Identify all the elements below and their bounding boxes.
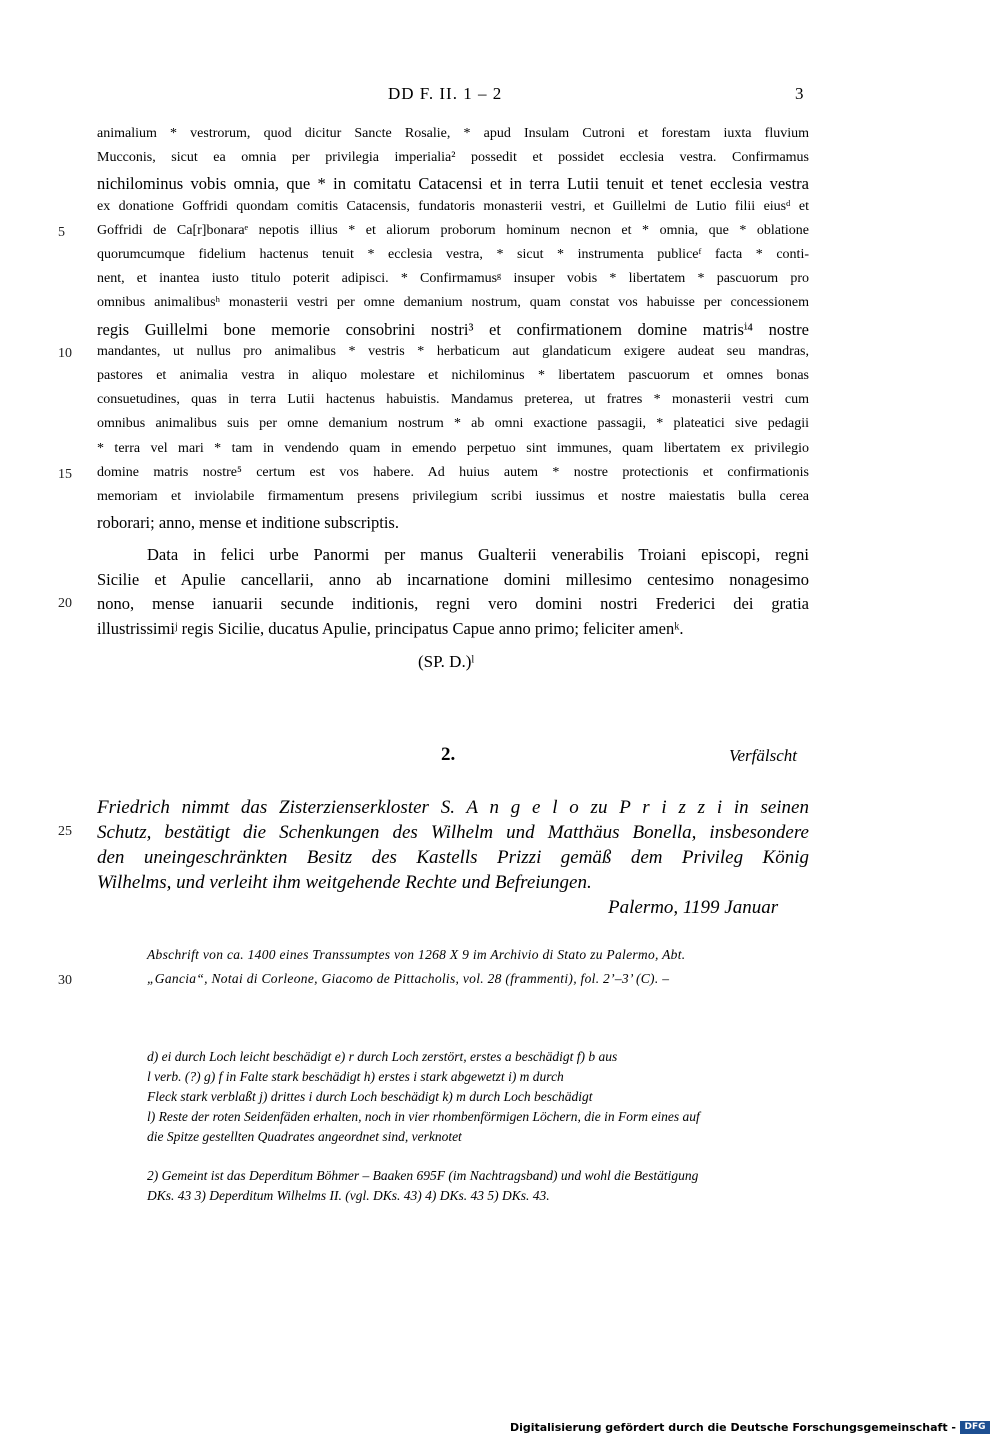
apparatus-note: l verb. (?) g) f in Falte stark beschädigt h) erstes i stark abgewetzt i) m durch — [147, 1069, 564, 1084]
text-line: Goffridi de Ca[r]bonaraᵉ nepotis illius * et aliorum proborum hominum necnon et * omnia, que * oblatione — [97, 222, 809, 238]
running-title: DD F. II. 1 – 2 — [388, 84, 503, 103]
funding-credit: Digitalisierung gefördert durch die Deutsche Forschungsgemeinschaft - — [509, 1421, 956, 1434]
text-line: nichilominus vobis omnia, que * in comitatu Catacensi et in terra Lutii tenuit et tenet ecclesia vestra — [97, 174, 809, 194]
document-status: Verfälscht — [729, 746, 797, 765]
text-line: illustrissimiʲ regis Sicilie, ducatus Apulie, principatus Capue anno primo; feliciter amenᵏ. — [97, 618, 684, 638]
text-line: * terra vel mari * tam in vendendo quam in emendo perpetuo sint immunes, quam libertatem ex privilegio — [97, 440, 809, 456]
dfg-logo: DFG — [960, 1421, 990, 1434]
text-line: consuetudines, quas in terra Lutii hactenus habuistis. Mandamus preterea, ut fratres * monasterii vestri cum — [97, 392, 809, 408]
seal-note: (SP. D.)ˡ — [418, 652, 475, 671]
commentary-note: 2) Gemeint ist das Deperditum Böhmer – Baaken 695F (im Nachtragsband) und wohl die Bestätigung — [147, 1168, 699, 1183]
running-header — [0, 84, 1000, 108]
text-line: pastores et animalia vestra in aliquo molestare et nichilominus * libertatem pascuorum et omnes bonas — [97, 368, 809, 383]
text-line: Friedrich nimmt das Zisterzienserkloster S. A n g e l o zu P r i z z i in seinen — [97, 797, 809, 818]
apparatus-note: Fleck stark verblaßt j) drittes i durch Loch beschädigt k) m durch Loch beschädigt — [147, 1089, 593, 1104]
apparatus-note: l) Reste der roten Seidenfäden erhalten, noch in vier rhombenförmigen Löchern, die in Form eines auf — [147, 1109, 700, 1124]
text-line: „Gancia“, Notai di Corleone, Giacomo de Pittacholis, vol. 28 (frammenti), fol. 2’–3’ (C). – — [147, 971, 670, 986]
text-line: regis Guillelmi bone memorie consobrini nostri³ et confirmationem domine matrisⁱ⁴ nostre — [97, 319, 809, 339]
text-line: quorumcumque fidelium hactenus tenuit * ecclesia vestra, * sicut * instrumenta publiceᶠ facta * conti- — [97, 247, 809, 262]
line-number: 30 — [58, 973, 72, 988]
text-line: nono, mense ianuarii secunde inditionis, regni vero domini nostri Frederici dei gratia — [97, 594, 809, 613]
text-line: animalium * vestrorum, quod dicitur Sancte Rosalie, * apud Insulam Cutroni et forestam iuxta fluvium — [97, 126, 809, 141]
page-number: 3 — [795, 84, 805, 103]
commentary-note: DKs. 43 3) Deperditum Wilhelms II. (vgl. DKs. 43) 4) DKs. 43 5) DKs. 43. — [147, 1188, 550, 1203]
line-number: 15 — [58, 466, 72, 482]
line-number: 5 — [58, 224, 65, 240]
text-line: memoriam et inviolabile firmamentum presens privilegium scribi iussimus et nostre maiestatis bulla cerea — [97, 489, 809, 504]
line-number: 25 — [58, 824, 72, 839]
text-line: Wilhelms, und verleiht ihm weitgehende Rechte und Befreiungen. — [97, 872, 592, 893]
line-number: 10 — [58, 345, 72, 361]
document-number: 2. — [441, 744, 456, 765]
text-line: Abschrift von ca. 1400 eines Transsumptes von 1268 X 9 im Archivio di Stato zu Palermo, Abt. — [147, 947, 686, 962]
place-date-line: Palermo, 1199 Januar — [608, 897, 779, 918]
text-line: Sicilie et Apulie cancellarii, anno ab incarnatione domini millesimo centesimo nonagesimo — [97, 569, 809, 589]
text-line: Mucconis, sicut ea omnia per privilegia imperialia² possedit et possidet ecclesia vestra. Confirmamus — [97, 150, 809, 166]
text-line: roborari; anno, mense et inditione subscriptis. — [97, 513, 399, 533]
apparatus-note: d) ei durch Loch leicht beschädigt e) r durch Loch zerstört, erstes a beschädigt f) b aus — [147, 1049, 618, 1064]
line-number: 20 — [58, 596, 72, 611]
apparatus-note: die Spitze gestellten Quadrates angeordnet sind, verknotet — [147, 1129, 462, 1144]
text-line: Schutz, bestätigt die Schenkungen des Wilhelm und Matthäus Bonella, insbesondere — [97, 822, 809, 843]
text-line: omnibus animalibusʰ monasterii vestri per omne demanium nostrum, quam constat vos habuisse per concessionem — [97, 295, 809, 311]
text-line: omnibus animalibus suis per omne demanium nostrum * ab omni exactione passagii, * plateatici sive pedagii — [97, 416, 809, 432]
text-line: mandantes, ut nullus pro animalibus * vestris * herbaticum aut glandaticum exigere audeat seu mandras, — [97, 343, 809, 359]
text-line: ex donatione Goffridi quondam comitis Catacensis, fundatoris monasterii vestri, et Guillelmi de Lutio filii eiusᵈ et — [97, 198, 809, 214]
text-line: domine matris nostre⁵ certum est vos habere. Ad huius autem * nostre protectionis et confirmationis — [97, 464, 809, 480]
text-line: den uneingeschränkten Besitz des Kastells Prizzi gemäß dem Privileg König — [97, 847, 809, 868]
text-line: Data in felici urbe Panormi per manus Gualterii venerabilis Troiani episcopi, regni — [147, 545, 809, 564]
text-line: nent, et inantea iusto titulo poterit adipisci. * Confirmamusᵍ insuper vobis * libertatem * pascuorum pro — [97, 271, 809, 287]
